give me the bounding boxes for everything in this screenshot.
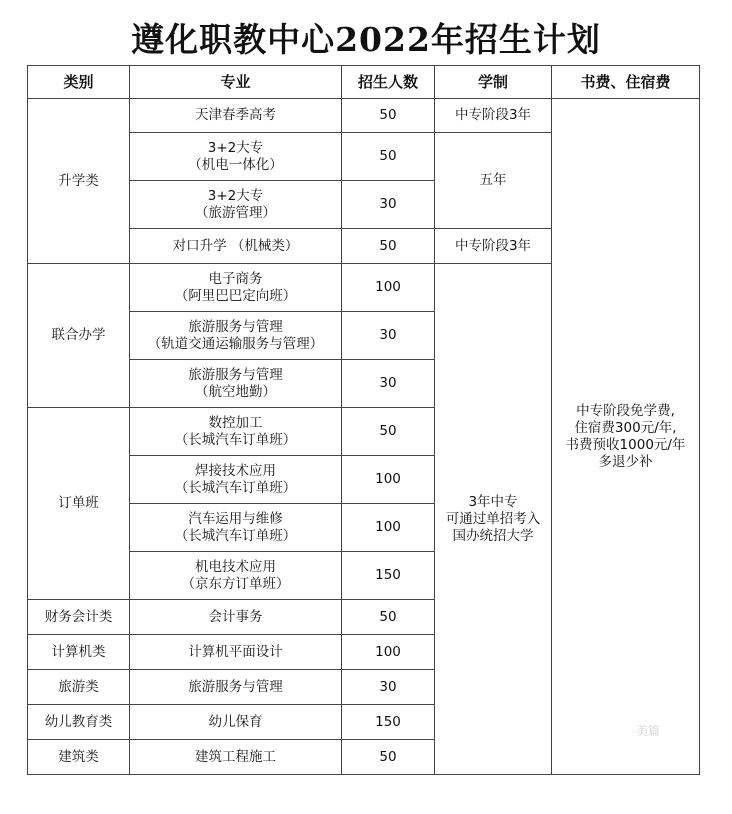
- count-cell: 50: [342, 229, 435, 264]
- duration-cell: 五年: [435, 133, 552, 229]
- count-cell: 50: [342, 600, 435, 635]
- header-category: 类别: [28, 66, 130, 99]
- count-cell: 30: [342, 360, 435, 408]
- count-cell: 100: [342, 264, 435, 312]
- major-cell: 3+2大专 （机电一体化）: [130, 133, 342, 181]
- category-cell: 财务会计类: [28, 600, 130, 635]
- header-major: 专业: [130, 66, 342, 99]
- major-cell: 3+2大专 （旅游管理）: [130, 181, 342, 229]
- count-cell: 50: [342, 133, 435, 181]
- duration-cell: 中专阶段3年: [435, 229, 552, 264]
- category-cell: 计算机类: [28, 635, 130, 670]
- count-cell: 30: [342, 312, 435, 360]
- fees-cell: 中专阶段免学费, 住宿费300元/年, 书费预收1000元/年 多退少补: [552, 99, 700, 775]
- major-cell: 旅游服务与管理: [130, 670, 342, 705]
- category-cell: 幼儿教育类: [28, 705, 130, 740]
- major-cell: 会计事务: [130, 600, 342, 635]
- header-fees: 书费、住宿费: [552, 66, 700, 99]
- major-cell: 幼儿保育: [130, 705, 342, 740]
- count-cell: 50: [342, 99, 435, 133]
- major-cell: 建筑工程施工: [130, 740, 342, 775]
- major-cell: 汽车运用与维修 （长城汽车订单班）: [130, 504, 342, 552]
- count-cell: 100: [342, 504, 435, 552]
- major-cell: 焊接技术应用 （长城汽车订单班）: [130, 456, 342, 504]
- count-cell: 100: [342, 635, 435, 670]
- count-cell: 50: [342, 740, 435, 775]
- major-cell: 机电技术应用 （京东方订单班）: [130, 552, 342, 600]
- major-cell: 旅游服务与管理 （轨道交通运输服务与管理）: [130, 312, 342, 360]
- duration-cell: 3年中专 可通过单招考入 国办统招大学: [435, 264, 552, 775]
- duration-cell: 中专阶段3年: [435, 99, 552, 133]
- count-cell: 150: [342, 552, 435, 600]
- major-cell: 旅游服务与管理 （航空地勤）: [130, 360, 342, 408]
- watermark-text: 美篇: [636, 724, 661, 738]
- major-cell: 天津春季高考: [130, 99, 342, 133]
- count-cell: 30: [342, 670, 435, 705]
- category-cell: 升学类: [28, 99, 130, 264]
- major-cell: 数控加工 （长城汽车订单班）: [130, 408, 342, 456]
- major-cell: 对口升学 （机械类）: [130, 229, 342, 264]
- count-cell: 30: [342, 181, 435, 229]
- count-cell: 150: [342, 705, 435, 740]
- enrollment-table: [27, 65, 700, 775]
- header-duration: 学制: [435, 66, 552, 99]
- page-title: 遵化职教中心2022年招生计划: [131, 20, 601, 59]
- category-cell: 联合办学: [28, 264, 130, 408]
- table-header-row: [28, 66, 700, 99]
- major-cell: 电子商务 （阿里巴巴定向班）: [130, 264, 342, 312]
- table-row: [28, 99, 700, 133]
- count-cell: 100: [342, 456, 435, 504]
- header-enrollment: 招生人数: [342, 66, 435, 99]
- category-cell: 订单班: [28, 408, 130, 600]
- major-cell: 计算机平面设计: [130, 635, 342, 670]
- count-cell: 50: [342, 408, 435, 456]
- category-cell: 旅游类: [28, 670, 130, 705]
- category-cell: 建筑类: [28, 740, 130, 775]
